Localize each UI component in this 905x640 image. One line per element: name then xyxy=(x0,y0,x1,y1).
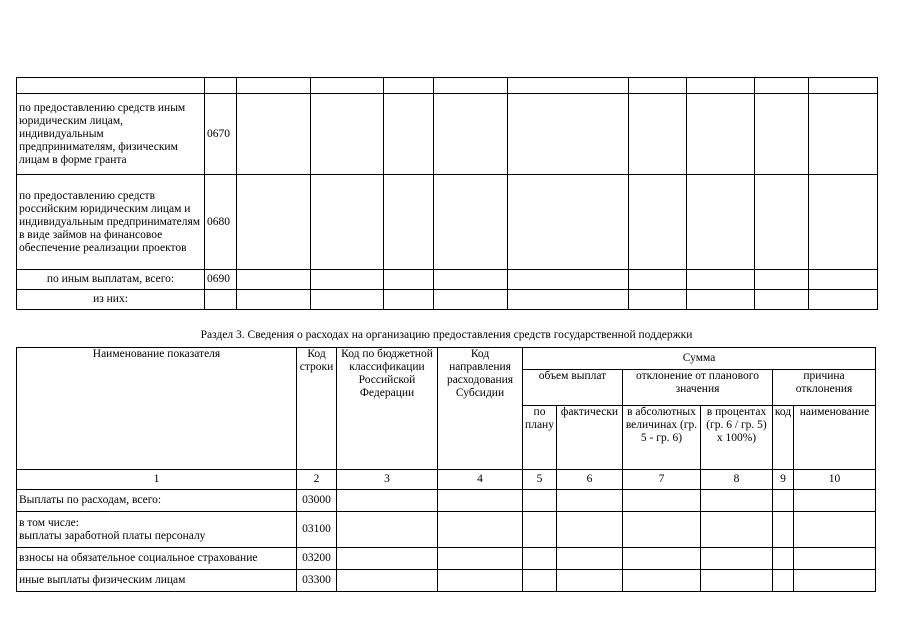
header-volume: объем выплат xyxy=(523,370,623,406)
row-code: 03100 xyxy=(297,512,337,548)
table-row xyxy=(17,270,878,290)
row-code xyxy=(205,290,237,310)
row-code: 03000 xyxy=(297,490,337,512)
column-number: 8 xyxy=(701,470,773,490)
row-label: в том числе: выплаты заработной платы персоналу xyxy=(17,512,297,548)
header-budget-code: Код по бюджетной классификации Российской Федерации xyxy=(337,348,438,470)
section-title: Раздел 3. Сведения о расходах на организацию предоставления средств государственной поддержки xyxy=(200,329,693,341)
column-number: 6 xyxy=(557,470,623,490)
row-code: 03300 xyxy=(297,570,337,592)
row-code: 0670 xyxy=(205,94,237,175)
table-row xyxy=(17,94,878,175)
table-row xyxy=(17,512,876,548)
column-number: 9 xyxy=(773,470,794,490)
header-sum: Сумма xyxy=(523,348,876,370)
column-number: 2 xyxy=(297,470,337,490)
column-number: 10 xyxy=(794,470,876,490)
row-label: по иным выплатам, всего: xyxy=(17,270,205,290)
top-table xyxy=(16,77,878,310)
table-row xyxy=(17,78,878,94)
header-name: Наименование показателя xyxy=(17,348,297,470)
column-number: 4 xyxy=(438,470,523,490)
column-number-row xyxy=(17,470,876,490)
header-reason-name: наименование xyxy=(794,406,876,470)
header-row xyxy=(17,348,876,370)
header-plan: по плану xyxy=(523,406,557,470)
column-number: 5 xyxy=(523,470,557,490)
section3-table xyxy=(16,347,876,592)
header-reason-code: код xyxy=(773,406,794,470)
row-label: Выплаты по расходам, всего: xyxy=(17,490,297,512)
row-code: 0690 xyxy=(205,270,237,290)
column-number: 1 xyxy=(17,470,297,490)
row-code: 0680 xyxy=(205,175,237,270)
header-abs: в абсолютных величинах (гр. 5 - гр. 6) xyxy=(623,406,701,470)
header-deviation: отклонение от планового значения xyxy=(623,370,773,406)
table-row xyxy=(17,290,878,310)
header-reason: причина отклонения xyxy=(773,370,876,406)
header-percent: в процентах (гр. 6 / гр. 5) x 100%) xyxy=(701,406,773,470)
row-label: взносы на обязательное социальное страхование xyxy=(17,548,297,570)
row-label: из них: xyxy=(17,290,205,310)
header-direction-code: Код направления расходования Субсидии xyxy=(438,348,523,470)
row-label: иные выплаты физическим лицам xyxy=(17,570,297,592)
table-row xyxy=(17,490,876,512)
column-number: 7 xyxy=(623,470,701,490)
row-code: 03200 xyxy=(297,548,337,570)
header-code: Код строки xyxy=(297,348,337,470)
row-code xyxy=(205,78,237,94)
table-row xyxy=(17,570,876,592)
row-label: по предоставлению средств российским юридическим лицам и индивидуальным предпринимателям в виде займов на финансовое обеспечение реализации проектов xyxy=(17,175,205,270)
row-label: по предоставлению средств иным юридическим лицам, индивидуальным предпринимателям, физическим лицам в форме гранта xyxy=(17,94,205,175)
header-actual: фактически xyxy=(557,406,623,470)
table-row xyxy=(17,175,878,270)
column-number: 3 xyxy=(337,470,438,490)
row-label xyxy=(17,78,205,94)
table-row xyxy=(17,548,876,570)
